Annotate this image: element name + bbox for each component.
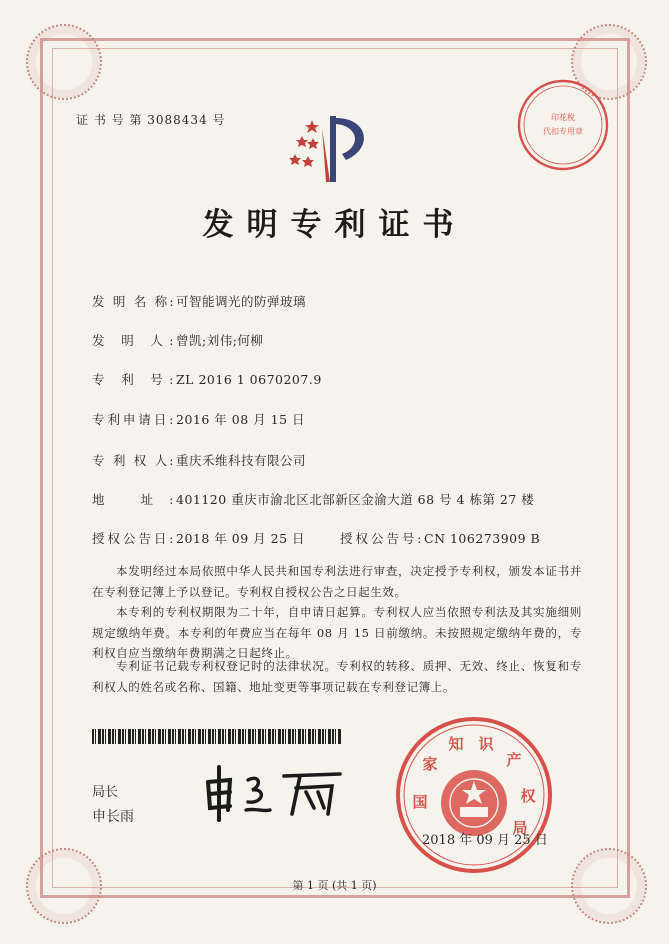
svg-text:权: 权 [520, 787, 536, 805]
cnipa-logo-icon [282, 108, 382, 188]
field-address [92, 490, 534, 508]
director-signature [200, 762, 350, 822]
field-value: 曾凯;刘伟;何柳 [176, 333, 264, 348]
svg-text:家: 家 [422, 755, 438, 773]
statement-paragraph-2: 本专利的专利权期限为二十年，自申请日起算。专利权人应当依照专利法及其实施细则规定缴纳年费。本专利的年费应当在每年 08 月 15 日前缴纳。未按照规定缴纳年费的，专利权自应当缴纳年费期满之日起终止。 [92, 605, 582, 660]
field-value: 2018 年 09 月 25 日 [176, 531, 305, 546]
corner-ornament-top-left [26, 24, 102, 100]
field-label: 授权公告号: [340, 531, 422, 546]
svg-text:知: 知 [448, 735, 464, 753]
svg-text:国: 国 [412, 793, 428, 811]
field-value: 401120 重庆市渝北区北部新区金渝大道 68 号 4 栋第 27 楼 [176, 492, 535, 507]
director-name: 申长雨 [92, 809, 134, 825]
director-title: 局长 [92, 785, 119, 800]
field-label: 专 利 号: [92, 372, 174, 387]
field-patentee [92, 451, 306, 469]
field-label: 地 址: [92, 492, 174, 507]
field-application-date [92, 410, 305, 428]
svg-text:识: 识 [478, 735, 494, 753]
field-value: ZL 2016 1 0670207.9 [176, 372, 322, 387]
field-label: 发 明 名 称: [92, 294, 174, 309]
statement-paragraph-1: 本发明经过本局依照中华人民共和国专利法进行审查，决定授予专利权，颁发本证书并在专利登记簿上予以登记。专利权自授权公告之日起生效。 [92, 564, 582, 599]
seal-date: 2018 年 09 月 25 日 [422, 833, 548, 848]
field-label: 专利申请日: [92, 412, 174, 427]
statement-paragraph-3: 专利证书记载专利权登记时的法律状况。专利权的转移、质押、无效、终止、恢复和专利权人的姓名或名称、国籍、地址变更等事项记载在专利登记簿上。 [92, 659, 582, 694]
field-value: 可智能调光的防弹玻璃 [176, 294, 307, 309]
field-value: CN 106273909 B [424, 531, 541, 546]
field-patent-number [92, 370, 322, 388]
svg-text:代扣专用章: 代扣专用章 [543, 127, 583, 136]
field-inventors [92, 331, 263, 349]
field-announcement-no [340, 529, 540, 547]
field-value: 重庆禾维科技有限公司 [176, 453, 307, 468]
page-footer: 第 1 页 (共 1 页) [292, 879, 377, 892]
field-label: 专 利 权 人: [92, 453, 174, 468]
svg-text:印花税: 印花税 [551, 113, 575, 122]
svg-text:产: 产 [506, 751, 522, 769]
certificate-title: 发明专利证书 [202, 207, 467, 243]
svg-text:局: 局 [512, 819, 528, 837]
field-label: 发 明 人: [92, 333, 174, 348]
field-value: 2016 年 08 月 15 日 [176, 412, 305, 427]
agency-stamp [516, 78, 610, 172]
certificate-number: 证 书 号 第 3088434 号 [76, 113, 226, 127]
barcode-icon [92, 729, 342, 744]
field-label: 授权公告日: [92, 531, 174, 546]
field-invention-name [92, 292, 306, 310]
national-seal-icon [394, 715, 554, 875]
field-grant-date [92, 529, 305, 547]
